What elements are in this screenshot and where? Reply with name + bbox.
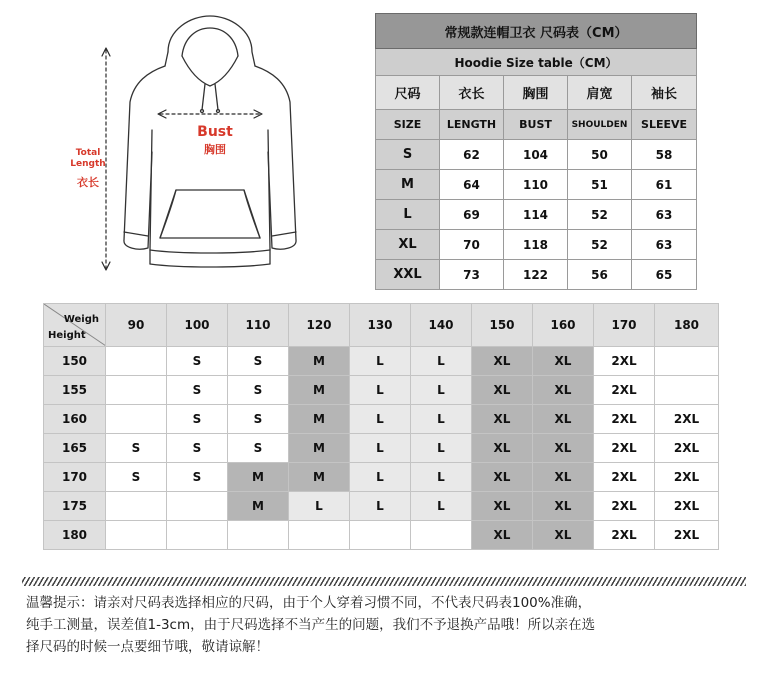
height-cell: 170 — [44, 463, 106, 492]
weight-header-row — [44, 304, 719, 347]
header-cell: 肩宽 — [568, 76, 632, 110]
table-row — [44, 376, 719, 405]
weight-header-cell: 140 — [411, 304, 472, 347]
header-cell: 尺码 — [376, 76, 440, 110]
size-recommendation-cell: S — [167, 376, 228, 405]
header-cell: SHOULDEN — [568, 110, 632, 140]
size-table-title: 常规款连帽卫衣 尺码表（CM） — [376, 14, 697, 49]
size-recommendation-cell: S — [228, 347, 289, 376]
size-recommendation-cell: 2XL — [655, 463, 719, 492]
table-cell: 118 — [504, 230, 568, 260]
bust-label-cn: 胸围 — [204, 143, 226, 156]
height-cell: 165 — [44, 434, 106, 463]
size-recommendation-cell: 2XL — [594, 347, 655, 376]
weight-header-cell: 170 — [594, 304, 655, 347]
table-cell: 70 — [440, 230, 504, 260]
size-recommendation-cell: L — [350, 434, 411, 463]
size-recommendation-cell: XL — [533, 347, 594, 376]
size-recommendation-cell: 2XL — [655, 434, 719, 463]
size-recommendation-cell — [167, 492, 228, 521]
size-recommendation-cell: XL — [472, 405, 533, 434]
size-recommendation-cell — [167, 521, 228, 550]
size-recommendation-cell: M — [228, 463, 289, 492]
corner-height-label: Height — [48, 330, 86, 341]
table-cell: 61 — [632, 170, 697, 200]
size-recommendation-cell: M — [289, 434, 350, 463]
size-table-subtitle: Hoodie Size table（CM） — [376, 49, 697, 76]
size-recommendation-cell: S — [106, 463, 167, 492]
height-cell: 175 — [44, 492, 106, 521]
size-recommendation-cell: L — [411, 463, 472, 492]
height-cell: 150 — [44, 347, 106, 376]
size-recommendation-cell: XL — [472, 347, 533, 376]
size-recommendation-cell: L — [350, 463, 411, 492]
header-cell: SIZE — [376, 110, 440, 140]
size-recommendation-cell — [655, 376, 719, 405]
weight-header-cell: 130 — [350, 304, 411, 347]
table-row — [44, 347, 719, 376]
table-row — [376, 260, 697, 290]
table-row — [44, 521, 719, 550]
size-cell: XL — [376, 230, 440, 260]
table-cell: 122 — [504, 260, 568, 290]
table-cell: 62 — [440, 140, 504, 170]
size-recommendation-cell: S — [167, 434, 228, 463]
weight-header-cell: 100 — [167, 304, 228, 347]
table-row — [44, 405, 719, 434]
size-recommendation-cell — [289, 521, 350, 550]
total-length-label: Total Length — [70, 148, 106, 169]
size-recommendation-cell: S — [167, 405, 228, 434]
size-recommendation-cell: S — [167, 463, 228, 492]
size-recommendation-cell: M — [289, 376, 350, 405]
notes — [26, 592, 756, 658]
size-recommendation-cell — [228, 521, 289, 550]
table-cell: 65 — [632, 260, 697, 290]
size-recommendation-cell — [106, 492, 167, 521]
table-cell: 104 — [504, 140, 568, 170]
size-recommendation-cell: XL — [533, 492, 594, 521]
dashed-divider — [22, 577, 746, 586]
table-cell: 64 — [440, 170, 504, 200]
size-recommendation-cell: L — [289, 492, 350, 521]
header-cell: LENGTH — [440, 110, 504, 140]
notes-line: 温馨提示：请亲对尺码表选择相应的尺码，由于个人穿着习惯不同，不代表尺码表100%准确， — [26, 595, 592, 611]
size-recommendation-cell: M — [289, 405, 350, 434]
table-cell: 114 — [504, 200, 568, 230]
size-recommendation-cell: XL — [533, 463, 594, 492]
weight-height-table — [43, 303, 719, 550]
size-recommendation-cell: S — [228, 405, 289, 434]
size-recommendation-cell: 2XL — [594, 405, 655, 434]
table-cell: 52 — [568, 200, 632, 230]
size-table-header-cn — [376, 76, 697, 110]
table-cell: 58 — [632, 140, 697, 170]
size-recommendation-cell: XL — [533, 405, 594, 434]
size-recommendation-cell: M — [228, 492, 289, 521]
size-recommendation-cell: L — [350, 347, 411, 376]
size-recommendation-cell — [350, 521, 411, 550]
table-cell: 51 — [568, 170, 632, 200]
size-cell: XXL — [376, 260, 440, 290]
size-recommendation-cell: S — [106, 434, 167, 463]
weight-header-cell: 180 — [655, 304, 719, 347]
table-cell: 52 — [568, 230, 632, 260]
size-recommendation-cell — [106, 347, 167, 376]
size-cell: M — [376, 170, 440, 200]
size-recommendation-cell — [411, 521, 472, 550]
size-recommendation-cell: S — [228, 434, 289, 463]
header-cell: BUST — [504, 110, 568, 140]
table-cell: 50 — [568, 140, 632, 170]
table-cell: 73 — [440, 260, 504, 290]
size-recommendation-cell — [655, 347, 719, 376]
size-recommendation-cell: 2XL — [594, 492, 655, 521]
table-cell: 63 — [632, 230, 697, 260]
header-cell: 袖长 — [632, 76, 697, 110]
header-cell: SLEEVE — [632, 110, 697, 140]
size-recommendation-cell: L — [350, 405, 411, 434]
height-cell: 155 — [44, 376, 106, 405]
table-row — [376, 170, 697, 200]
size-recommendation-cell: 2XL — [655, 521, 719, 550]
notes-line: 纯手工测量，误差值1-3cm，由于尺码选择不当产生的问题，我们不予退换产品哦！所以亲在选 — [26, 617, 596, 633]
size-recommendation-cell: XL — [472, 376, 533, 405]
corner-weight-label: Weigh — [63, 314, 99, 325]
size-recommendation-cell: 2XL — [594, 521, 655, 550]
size-recommendation-cell: 2XL — [594, 434, 655, 463]
size-table — [375, 13, 697, 290]
size-recommendation-cell: L — [411, 405, 472, 434]
corner-cell — [44, 304, 106, 347]
table-row — [44, 463, 719, 492]
size-recommendation-cell: S — [167, 347, 228, 376]
size-recommendation-cell: XL — [533, 434, 594, 463]
table-cell: 56 — [568, 260, 632, 290]
size-recommendation-cell: XL — [533, 376, 594, 405]
table-row — [376, 200, 697, 230]
size-cell: L — [376, 200, 440, 230]
table-row — [44, 492, 719, 521]
size-recommendation-cell: L — [411, 434, 472, 463]
weight-header-cell: 120 — [289, 304, 350, 347]
size-recommendation-cell — [106, 521, 167, 550]
notes-line: 择尺码的时候一点要细节哦，敬请谅解！ — [26, 639, 269, 655]
header-cell: 衣长 — [440, 76, 504, 110]
total-length-label-cn: 衣长 — [77, 176, 99, 189]
height-cell: 160 — [44, 405, 106, 434]
size-recommendation-cell: XL — [472, 463, 533, 492]
height-cell: 180 — [44, 521, 106, 550]
size-recommendation-cell: M — [289, 347, 350, 376]
bust-label: Bust — [197, 124, 233, 140]
size-recommendation-cell — [106, 405, 167, 434]
table-row — [376, 140, 697, 170]
weight-header-cell: 90 — [106, 304, 167, 347]
size-cell: S — [376, 140, 440, 170]
size-recommendation-cell: XL — [472, 492, 533, 521]
size-recommendation-cell: XL — [472, 434, 533, 463]
size-recommendation-cell — [106, 376, 167, 405]
size-recommendation-cell: 2XL — [655, 492, 719, 521]
size-table-header-en — [376, 110, 697, 140]
size-recommendation-cell: M — [289, 463, 350, 492]
size-recommendation-cell: 2XL — [594, 376, 655, 405]
size-recommendation-cell: 2XL — [594, 463, 655, 492]
weight-header-cell: 160 — [533, 304, 594, 347]
table-cell: 69 — [440, 200, 504, 230]
table-cell: 63 — [632, 200, 697, 230]
table-row — [44, 434, 719, 463]
weight-header-cell: 150 — [472, 304, 533, 347]
table-row — [376, 230, 697, 260]
size-recommendation-cell: L — [350, 492, 411, 521]
header-cell: 胸围 — [504, 76, 568, 110]
size-recommendation-cell: XL — [472, 521, 533, 550]
size-recommendation-cell: S — [228, 376, 289, 405]
size-recommendation-cell: XL — [533, 521, 594, 550]
size-recommendation-cell: 2XL — [655, 405, 719, 434]
size-recommendation-cell: L — [411, 376, 472, 405]
size-recommendation-cell: L — [411, 492, 472, 521]
table-cell: 110 — [504, 170, 568, 200]
size-recommendation-cell: L — [350, 376, 411, 405]
weight-header-cell: 110 — [228, 304, 289, 347]
size-recommendation-cell: L — [411, 347, 472, 376]
